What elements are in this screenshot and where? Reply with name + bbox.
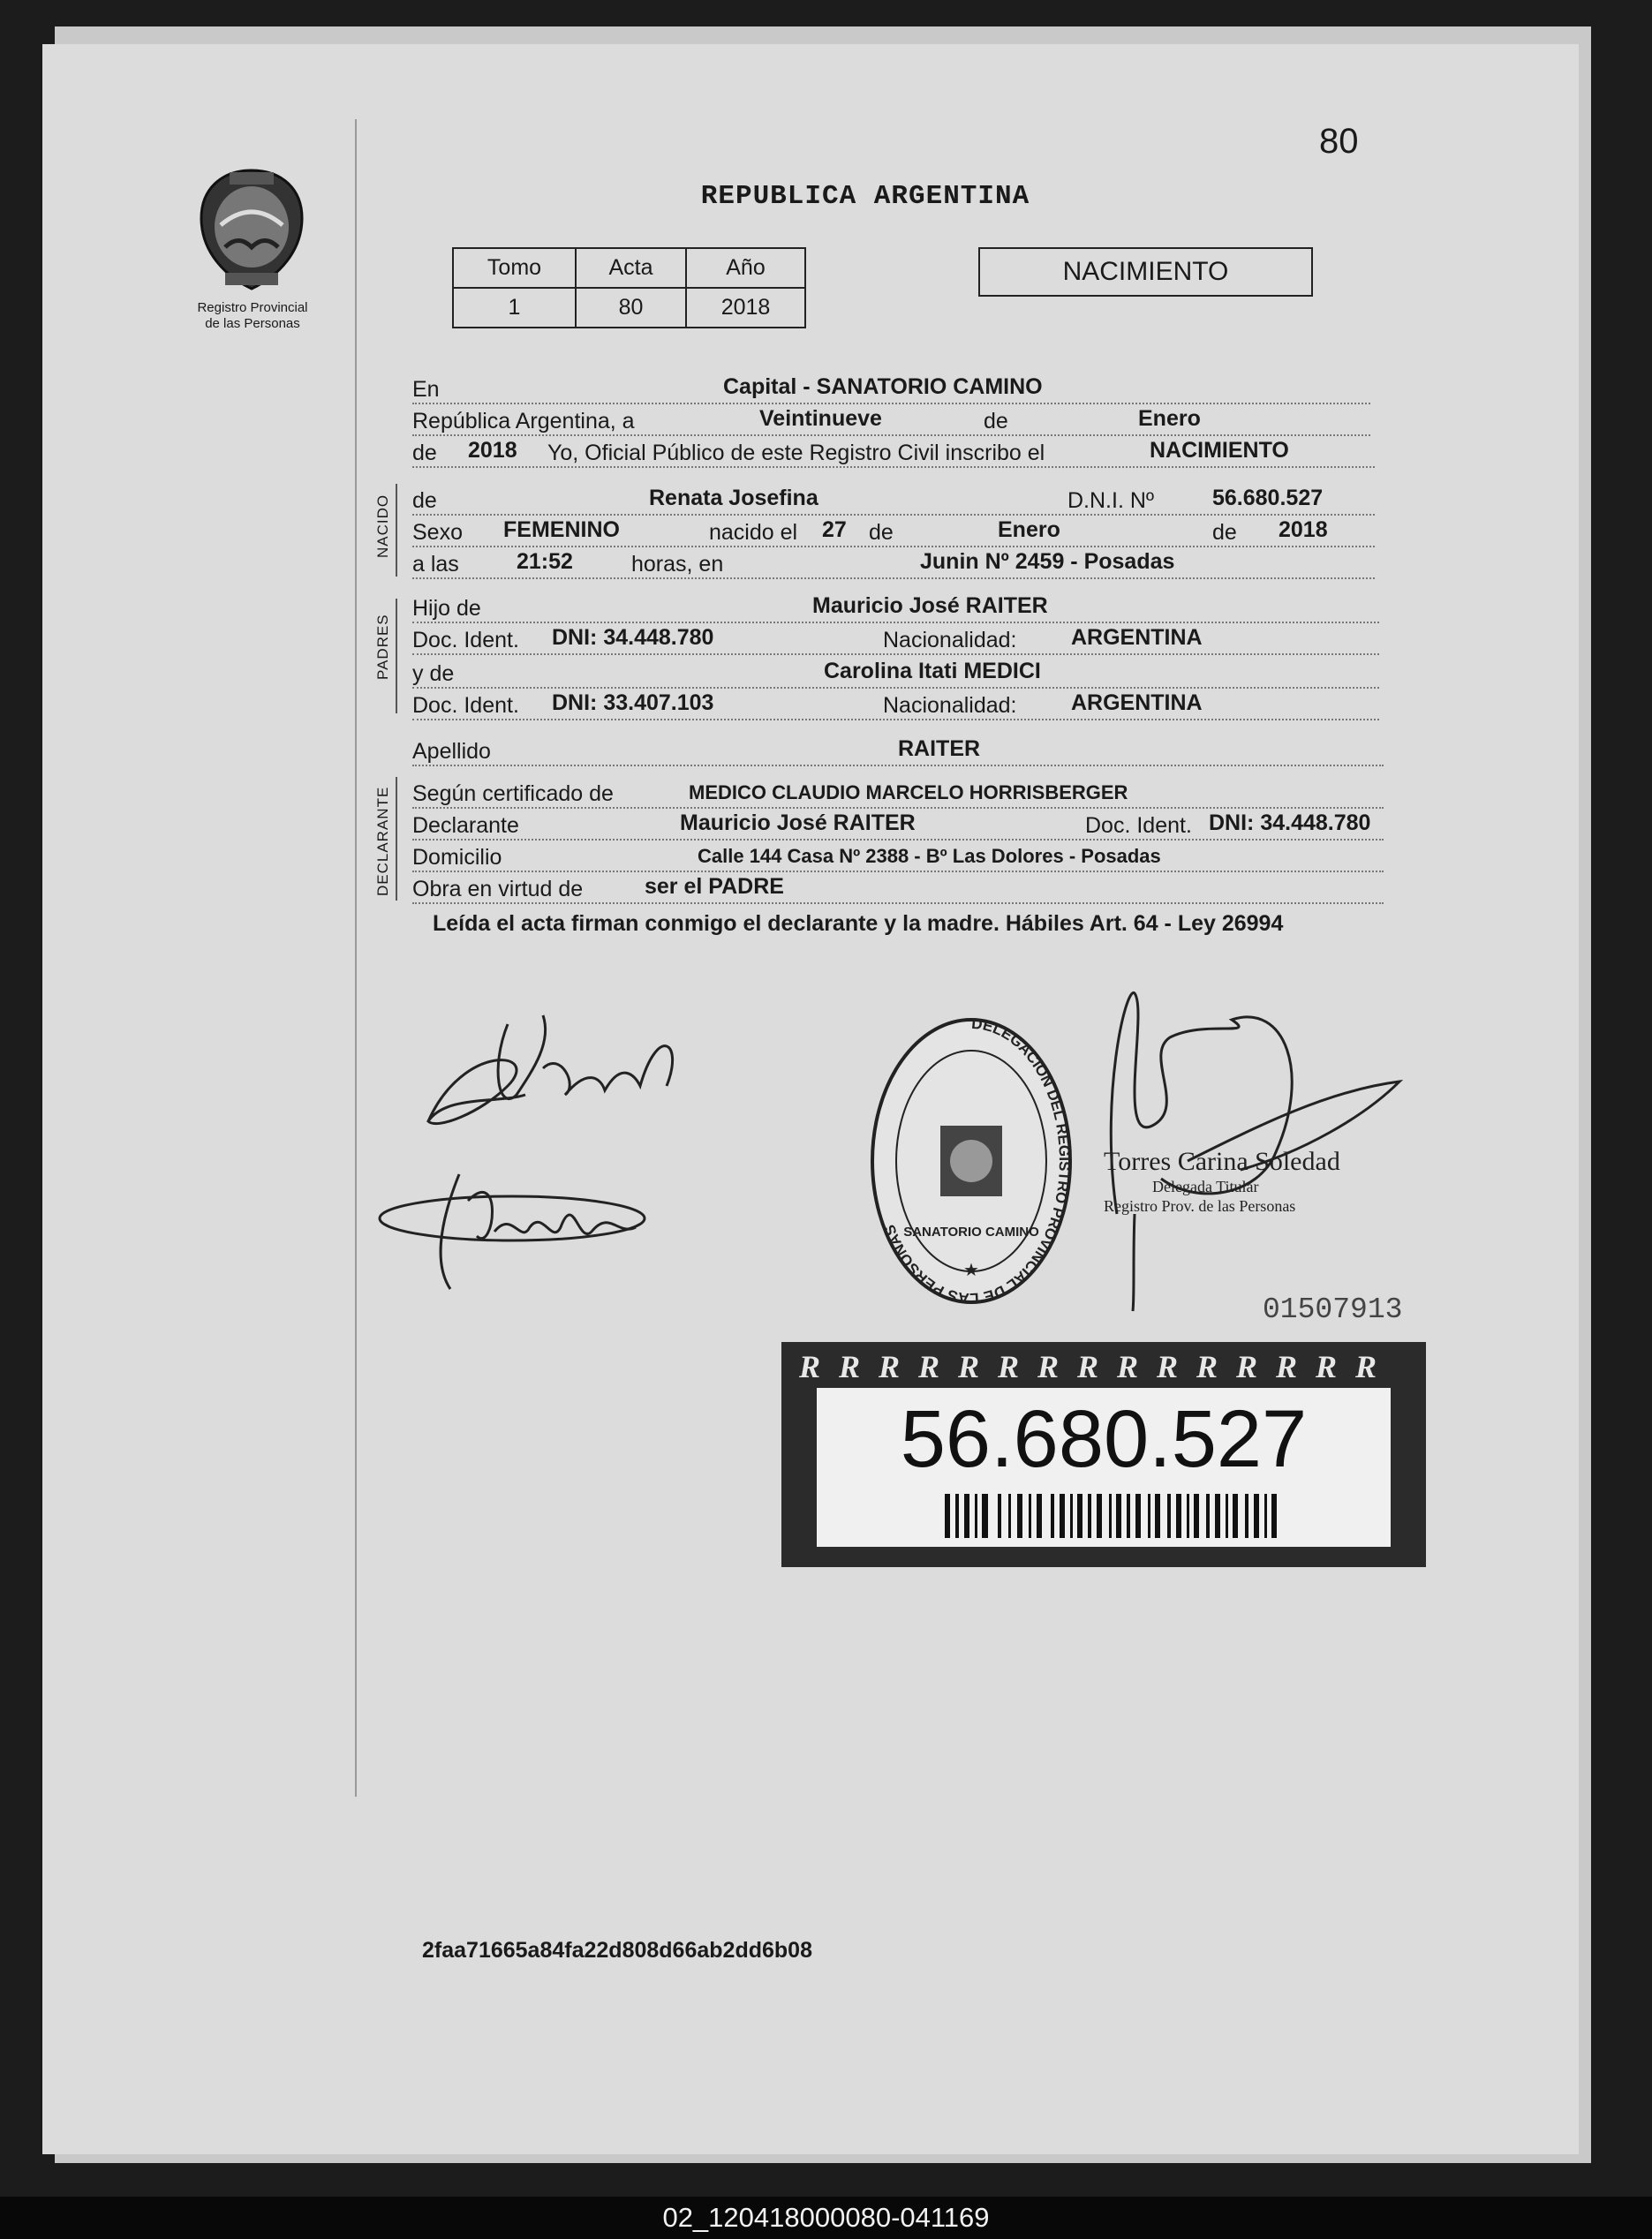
value-lugar: Capital - SANATORIO CAMINO bbox=[723, 374, 1043, 399]
line-madre-doc bbox=[412, 687, 1379, 720]
label-de-nombre: de bbox=[412, 488, 437, 513]
value-anio: 2018 bbox=[468, 438, 517, 463]
dni-label bbox=[781, 1342, 1426, 1567]
file-name-caption: 02_120418000080-041169 bbox=[0, 2197, 1652, 2239]
provincial-shield-logo bbox=[177, 163, 327, 296]
svg-text:R: R bbox=[879, 1349, 901, 1383]
value-dia-nac: 27 bbox=[822, 517, 847, 542]
value-domicilio: Calle 144 Casa Nº 2388 - Bº Las Dolores - Posadas bbox=[698, 845, 1161, 867]
value-padre-doc: DNI: 34.448.780 bbox=[552, 625, 714, 650]
stamp-ring-text: DELEGACION DEL REGISTRO PROVINCIAL DE LAS PERSONAS bbox=[880, 1014, 1074, 1307]
closing-statement: Leída el acta firman conmigo el declarante y la madre. Hábiles Art. 64 - Ley 26994 bbox=[433, 911, 1284, 936]
value-certificado: MEDICO CLAUDIO MARCELO HORRISBERGER bbox=[689, 781, 1128, 803]
dni-label-number: 56.680.527 bbox=[900, 1394, 1308, 1484]
barcode bbox=[945, 1494, 1280, 1538]
svg-text:R: R bbox=[998, 1349, 1020, 1383]
line-padre-doc bbox=[412, 622, 1379, 655]
label-hijo-de: Hijo de bbox=[412, 596, 481, 621]
label-dni: D.N.I. Nº bbox=[1067, 488, 1155, 513]
country-title: REPUBLICA ARGENTINA bbox=[700, 181, 1030, 212]
value-anio: 2018 bbox=[686, 288, 805, 328]
label-doc-ident-padre: Doc. Ident. bbox=[412, 628, 519, 652]
padres-bracket bbox=[396, 599, 397, 713]
label-nacionalidad-padre: Nacionalidad: bbox=[883, 628, 1017, 652]
label-obra-en-virtud: Obra en virtud de bbox=[412, 877, 584, 901]
header-tomo: Tomo bbox=[453, 248, 576, 288]
label-sexo: Sexo bbox=[412, 520, 463, 545]
line-hora bbox=[412, 546, 1375, 579]
svg-text:R: R bbox=[918, 1349, 940, 1383]
value-acta: 80 bbox=[576, 288, 686, 328]
side-label-padres: PADRES bbox=[374, 614, 391, 680]
value-hora: 21:52 bbox=[517, 549, 573, 574]
value-nombre: Renata Josefina bbox=[649, 486, 818, 510]
value-padre-nacionalidad: ARGENTINA bbox=[1071, 625, 1203, 650]
label-doc-ident-madre: Doc. Ident. bbox=[412, 693, 519, 718]
value-padre: Mauricio José RAITER bbox=[812, 593, 1048, 618]
logo-caption bbox=[173, 300, 332, 332]
side-label-nacido: NACIDO bbox=[374, 494, 391, 558]
record-table-header-row bbox=[453, 248, 805, 288]
svg-text:R: R bbox=[1077, 1349, 1099, 1383]
line-sexo bbox=[412, 514, 1375, 547]
value-madre-doc: DNI: 33.407.103 bbox=[552, 690, 714, 715]
logo-caption-line2: de las Personas bbox=[205, 316, 300, 331]
line-nombre bbox=[412, 482, 1375, 516]
svg-text:R: R bbox=[1355, 1349, 1377, 1383]
svg-text:R: R bbox=[1117, 1349, 1139, 1383]
value-acto: NACIMIENTO bbox=[1150, 438, 1289, 463]
logo-caption-line1: Registro Provincial bbox=[197, 300, 308, 315]
value-dia-letras: Veintinueve bbox=[759, 406, 882, 431]
label-de-mes: de bbox=[984, 409, 1008, 433]
label-de-dia: de bbox=[869, 520, 894, 545]
line-obra-en-virtud bbox=[412, 871, 1384, 904]
value-obra-en-virtud: ser el PADRE bbox=[645, 874, 784, 899]
line-apellido bbox=[412, 733, 1384, 766]
line-madre bbox=[412, 655, 1379, 689]
line-declarante bbox=[412, 807, 1384, 841]
r-pattern bbox=[799, 1347, 1408, 1383]
label-republica: República Argentina, a bbox=[412, 409, 635, 433]
value-mes: Enero bbox=[1138, 406, 1201, 431]
value-madre-nacionalidad: ARGENTINA bbox=[1071, 690, 1203, 715]
dni-label-panel bbox=[817, 1388, 1391, 1547]
stamp-star-icon: ★ bbox=[963, 1259, 979, 1280]
label-apellido: Apellido bbox=[412, 739, 491, 764]
line-lugar bbox=[412, 371, 1370, 404]
registrar-signature bbox=[1082, 967, 1435, 1320]
declarant-signature bbox=[411, 989, 693, 1148]
svg-text:R: R bbox=[958, 1349, 980, 1383]
label-nacido-el: nacido el bbox=[709, 520, 798, 545]
value-dni: 56.680.527 bbox=[1212, 486, 1324, 510]
label-segun-certificado: Según certificado de bbox=[412, 781, 614, 806]
label-doc-ident-declarante: Doc. Ident. bbox=[1085, 813, 1192, 838]
svg-text:R: R bbox=[1276, 1349, 1298, 1383]
svg-text:R: R bbox=[1037, 1349, 1060, 1383]
svg-text:R: R bbox=[1316, 1349, 1338, 1383]
label-y-de: y de bbox=[412, 661, 455, 686]
line-padre bbox=[412, 590, 1379, 623]
label-oficial: Yo, Oficial Público de este Registro Civil inscribo el bbox=[547, 441, 1045, 465]
registry-stamp bbox=[861, 1002, 1082, 1307]
value-tomo: 1 bbox=[453, 288, 576, 328]
side-label-declarante: DECLARANTE bbox=[374, 786, 391, 896]
svg-text:R: R bbox=[1236, 1349, 1258, 1383]
label-domicilio: Domicilio bbox=[412, 845, 502, 870]
declarante-bracket bbox=[396, 777, 397, 901]
label-horas-en: horas, en bbox=[631, 552, 724, 577]
header-acta: Acta bbox=[576, 248, 686, 288]
record-type-box: NACIMIENTO bbox=[978, 247, 1313, 297]
line-domicilio bbox=[412, 839, 1384, 872]
value-declarante: Mauricio José RAITER bbox=[680, 810, 916, 835]
record-table-value-row bbox=[453, 288, 805, 328]
page-number: 80 bbox=[1319, 122, 1359, 161]
serial-number: 01507913 bbox=[1263, 1293, 1403, 1326]
value-declarante-doc: DNI: 34.448.780 bbox=[1209, 810, 1371, 835]
nacido-bracket bbox=[396, 484, 397, 577]
label-nacionalidad-madre: Nacionalidad: bbox=[883, 693, 1017, 718]
svg-text:R: R bbox=[799, 1349, 821, 1383]
value-sexo: FEMENINO bbox=[503, 517, 620, 542]
svg-text:R: R bbox=[839, 1349, 861, 1383]
label-en: En bbox=[412, 377, 440, 402]
value-direccion-nac: Junin Nº 2459 - Posadas bbox=[920, 549, 1175, 574]
value-madre: Carolina Itati MEDICI bbox=[824, 659, 1041, 683]
label-de-anio: de bbox=[412, 441, 437, 465]
mother-signature bbox=[371, 1148, 671, 1298]
stamp-center-text: SANATORIO CAMINO bbox=[903, 1225, 1039, 1240]
record-table bbox=[452, 247, 806, 328]
registrar-name: Torres Carina Soledad bbox=[1104, 1147, 1340, 1176]
registrar-role: Delegada Titular bbox=[1152, 1178, 1259, 1195]
svg-text:R: R bbox=[1157, 1349, 1179, 1383]
line-certificado bbox=[412, 775, 1384, 809]
value-anio-nac: 2018 bbox=[1279, 517, 1328, 542]
registrar-office: Registro Prov. de las Personas bbox=[1104, 1197, 1296, 1215]
label-declarante: Declarante bbox=[412, 813, 519, 838]
line-acto bbox=[412, 434, 1375, 468]
label-de-anio-nac: de bbox=[1212, 520, 1237, 545]
value-mes-nac: Enero bbox=[998, 517, 1060, 542]
value-apellido: RAITER bbox=[898, 736, 981, 761]
line-fecha bbox=[412, 403, 1370, 436]
label-a-las: a las bbox=[412, 552, 459, 577]
hash-code: 2faa71665a84fa22d808d66ab2dd6b08 bbox=[422, 1938, 812, 1963]
margin-rule bbox=[355, 119, 357, 1797]
header-anio: Año bbox=[686, 248, 805, 288]
svg-text:R: R bbox=[1196, 1349, 1218, 1383]
